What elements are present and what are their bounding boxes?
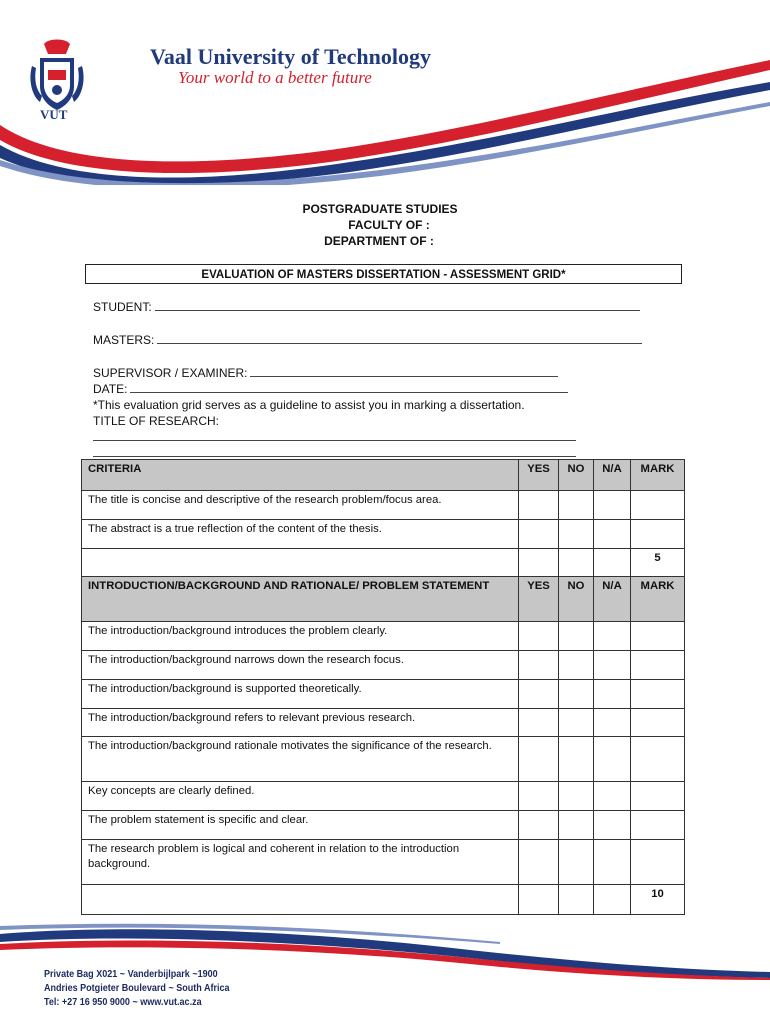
no-column-header: NO — [559, 577, 594, 622]
mark-cell[interactable] — [631, 811, 685, 840]
yes-cell[interactable] — [519, 737, 559, 782]
document-heading — [0, 201, 770, 249]
total-spacer — [559, 549, 594, 577]
total-spacer — [559, 885, 594, 915]
criterion-row — [82, 782, 685, 811]
masters-input-line[interactable] — [157, 333, 642, 344]
na-cell[interactable] — [594, 651, 631, 680]
section-header-row — [82, 577, 685, 622]
mark-cell[interactable] — [631, 651, 685, 680]
total-spacer — [594, 549, 631, 577]
mark-cell[interactable] — [631, 491, 685, 520]
criterion-row — [82, 520, 685, 549]
section-header-row — [82, 460, 685, 491]
date-field — [93, 382, 568, 396]
research-title-line-1[interactable] — [93, 440, 576, 441]
criterion-text: The introduction/background narrows down the research focus. — [82, 651, 519, 680]
guideline-note: *This evaluation grid serves as a guideline to assist you in marking a dissertation. — [93, 398, 525, 412]
na-cell[interactable] — [594, 680, 631, 709]
na-cell[interactable] — [594, 782, 631, 811]
no-cell[interactable] — [559, 840, 594, 885]
masters-field — [93, 333, 642, 347]
no-cell[interactable] — [559, 680, 594, 709]
na-column-header: N/A — [594, 577, 631, 622]
no-cell[interactable] — [559, 622, 594, 651]
na-cell[interactable] — [594, 840, 631, 885]
criterion-row — [82, 840, 685, 885]
no-cell[interactable] — [559, 520, 594, 549]
criterion-text: The title is concise and descriptive of the research problem/focus area. — [82, 491, 519, 520]
mark-cell[interactable] — [631, 737, 685, 782]
criterion-text: The abstract is a true reflection of the content of the thesis. — [82, 520, 519, 549]
supervisor-field — [93, 366, 558, 380]
na-column-header: N/A — [594, 460, 631, 491]
na-cell[interactable] — [594, 811, 631, 840]
criterion-text: The introduction/background is supported theoretically. — [82, 680, 519, 709]
supervisor-input-line[interactable] — [250, 366, 558, 377]
student-input-line[interactable] — [155, 300, 640, 311]
yes-column-header: YES — [519, 577, 559, 622]
criterion-row — [82, 709, 685, 737]
university-name: Vaal University of Technology — [150, 44, 431, 69]
criterion-row — [82, 680, 685, 709]
no-column-header: NO — [559, 460, 594, 491]
mark-cell[interactable] — [631, 840, 685, 885]
section-total-mark: 10 — [631, 885, 685, 915]
yes-cell[interactable] — [519, 520, 559, 549]
date-input-line[interactable] — [130, 382, 568, 393]
mark-column-header: MARK — [631, 460, 685, 491]
yes-cell[interactable] — [519, 622, 559, 651]
university-tagline: Your world to a better future — [178, 68, 372, 87]
research-title-line-2[interactable] — [93, 456, 576, 457]
section-heading: CRITERIA — [82, 460, 519, 491]
supervisor-label: SUPERVISOR / EXAMINER: — [93, 366, 248, 380]
na-cell[interactable] — [594, 709, 631, 737]
no-cell[interactable] — [559, 491, 594, 520]
heading-department: DEPARTMENT OF : — [324, 234, 434, 248]
masters-label: MASTERS: — [93, 333, 155, 347]
mark-cell[interactable] — [631, 709, 685, 737]
section-total-row — [82, 885, 685, 915]
student-label: STUDENT: — [93, 300, 152, 314]
na-cell[interactable] — [594, 622, 631, 651]
section-total-row — [82, 549, 685, 577]
research-title-label: TITLE OF RESEARCH: — [93, 414, 220, 428]
na-cell[interactable] — [594, 491, 631, 520]
mark-column-header: MARK — [631, 577, 685, 622]
yes-cell[interactable] — [519, 680, 559, 709]
criterion-text: The research problem is logical and coherent in relation to the introduction background. — [82, 840, 519, 885]
heading-postgraduate: POSTGRADUATE STUDIES — [302, 202, 458, 216]
criterion-row — [82, 811, 685, 840]
footer-address-line: Andries Potgieter Boulevard ~ South Africa — [44, 982, 230, 994]
criterion-text: The problem statement is specific and clear. — [82, 811, 519, 840]
mark-cell[interactable] — [631, 680, 685, 709]
section-total-mark: 5 — [631, 549, 685, 577]
assessment-grid — [81, 459, 685, 915]
heading-faculty: FACULTY OF : — [348, 218, 430, 232]
brand-abbreviation: VUT — [40, 107, 68, 122]
university-crest-logo — [28, 36, 86, 118]
footer-address — [44, 967, 230, 1009]
criterion-row — [82, 622, 685, 651]
mark-cell[interactable] — [631, 520, 685, 549]
yes-cell[interactable] — [519, 782, 559, 811]
yes-column-header: YES — [519, 460, 559, 491]
yes-cell[interactable] — [519, 709, 559, 737]
criterion-row — [82, 491, 685, 520]
criterion-text: Key concepts are clearly defined. — [82, 782, 519, 811]
no-cell[interactable] — [559, 651, 594, 680]
section-heading: INTRODUCTION/BACKGROUND AND RATIONALE/ PROBLEM STATEMENT — [82, 577, 519, 622]
mark-cell[interactable] — [631, 782, 685, 811]
footer-contact-line: Tel: +27 16 950 9000 ~ www.vut.ac.za — [44, 996, 202, 1008]
header-swoosh — [0, 0, 770, 185]
total-spacer — [594, 885, 631, 915]
form-title: EVALUATION OF MASTERS DISSERTATION - ASSESSMENT GRID* — [85, 264, 682, 284]
yes-cell[interactable] — [519, 840, 559, 885]
yes-cell[interactable] — [519, 811, 559, 840]
total-spacer — [82, 549, 519, 577]
no-cell[interactable] — [559, 811, 594, 840]
total-spacer — [82, 885, 519, 915]
criterion-row — [82, 651, 685, 680]
na-cell[interactable] — [594, 520, 631, 549]
date-label: DATE: — [93, 382, 128, 396]
total-spacer — [519, 885, 559, 915]
criterion-row — [82, 737, 685, 782]
no-cell[interactable] — [559, 709, 594, 737]
yes-cell[interactable] — [519, 491, 559, 520]
footer-address-line: Private Bag X021 ~ Vanderbijlpark ~1900 — [44, 968, 218, 980]
criterion-text: The introduction/background introduces the problem clearly. — [82, 622, 519, 651]
criterion-text: The introduction/background refers to relevant previous research. — [82, 709, 519, 737]
yes-cell[interactable] — [519, 651, 559, 680]
no-cell[interactable] — [559, 782, 594, 811]
student-field — [93, 300, 640, 314]
criterion-text: The introduction/background rationale motivates the significance of the research. — [82, 737, 519, 782]
na-cell[interactable] — [594, 737, 631, 782]
total-spacer — [519, 549, 559, 577]
mark-cell[interactable] — [631, 622, 685, 651]
no-cell[interactable] — [559, 737, 594, 782]
